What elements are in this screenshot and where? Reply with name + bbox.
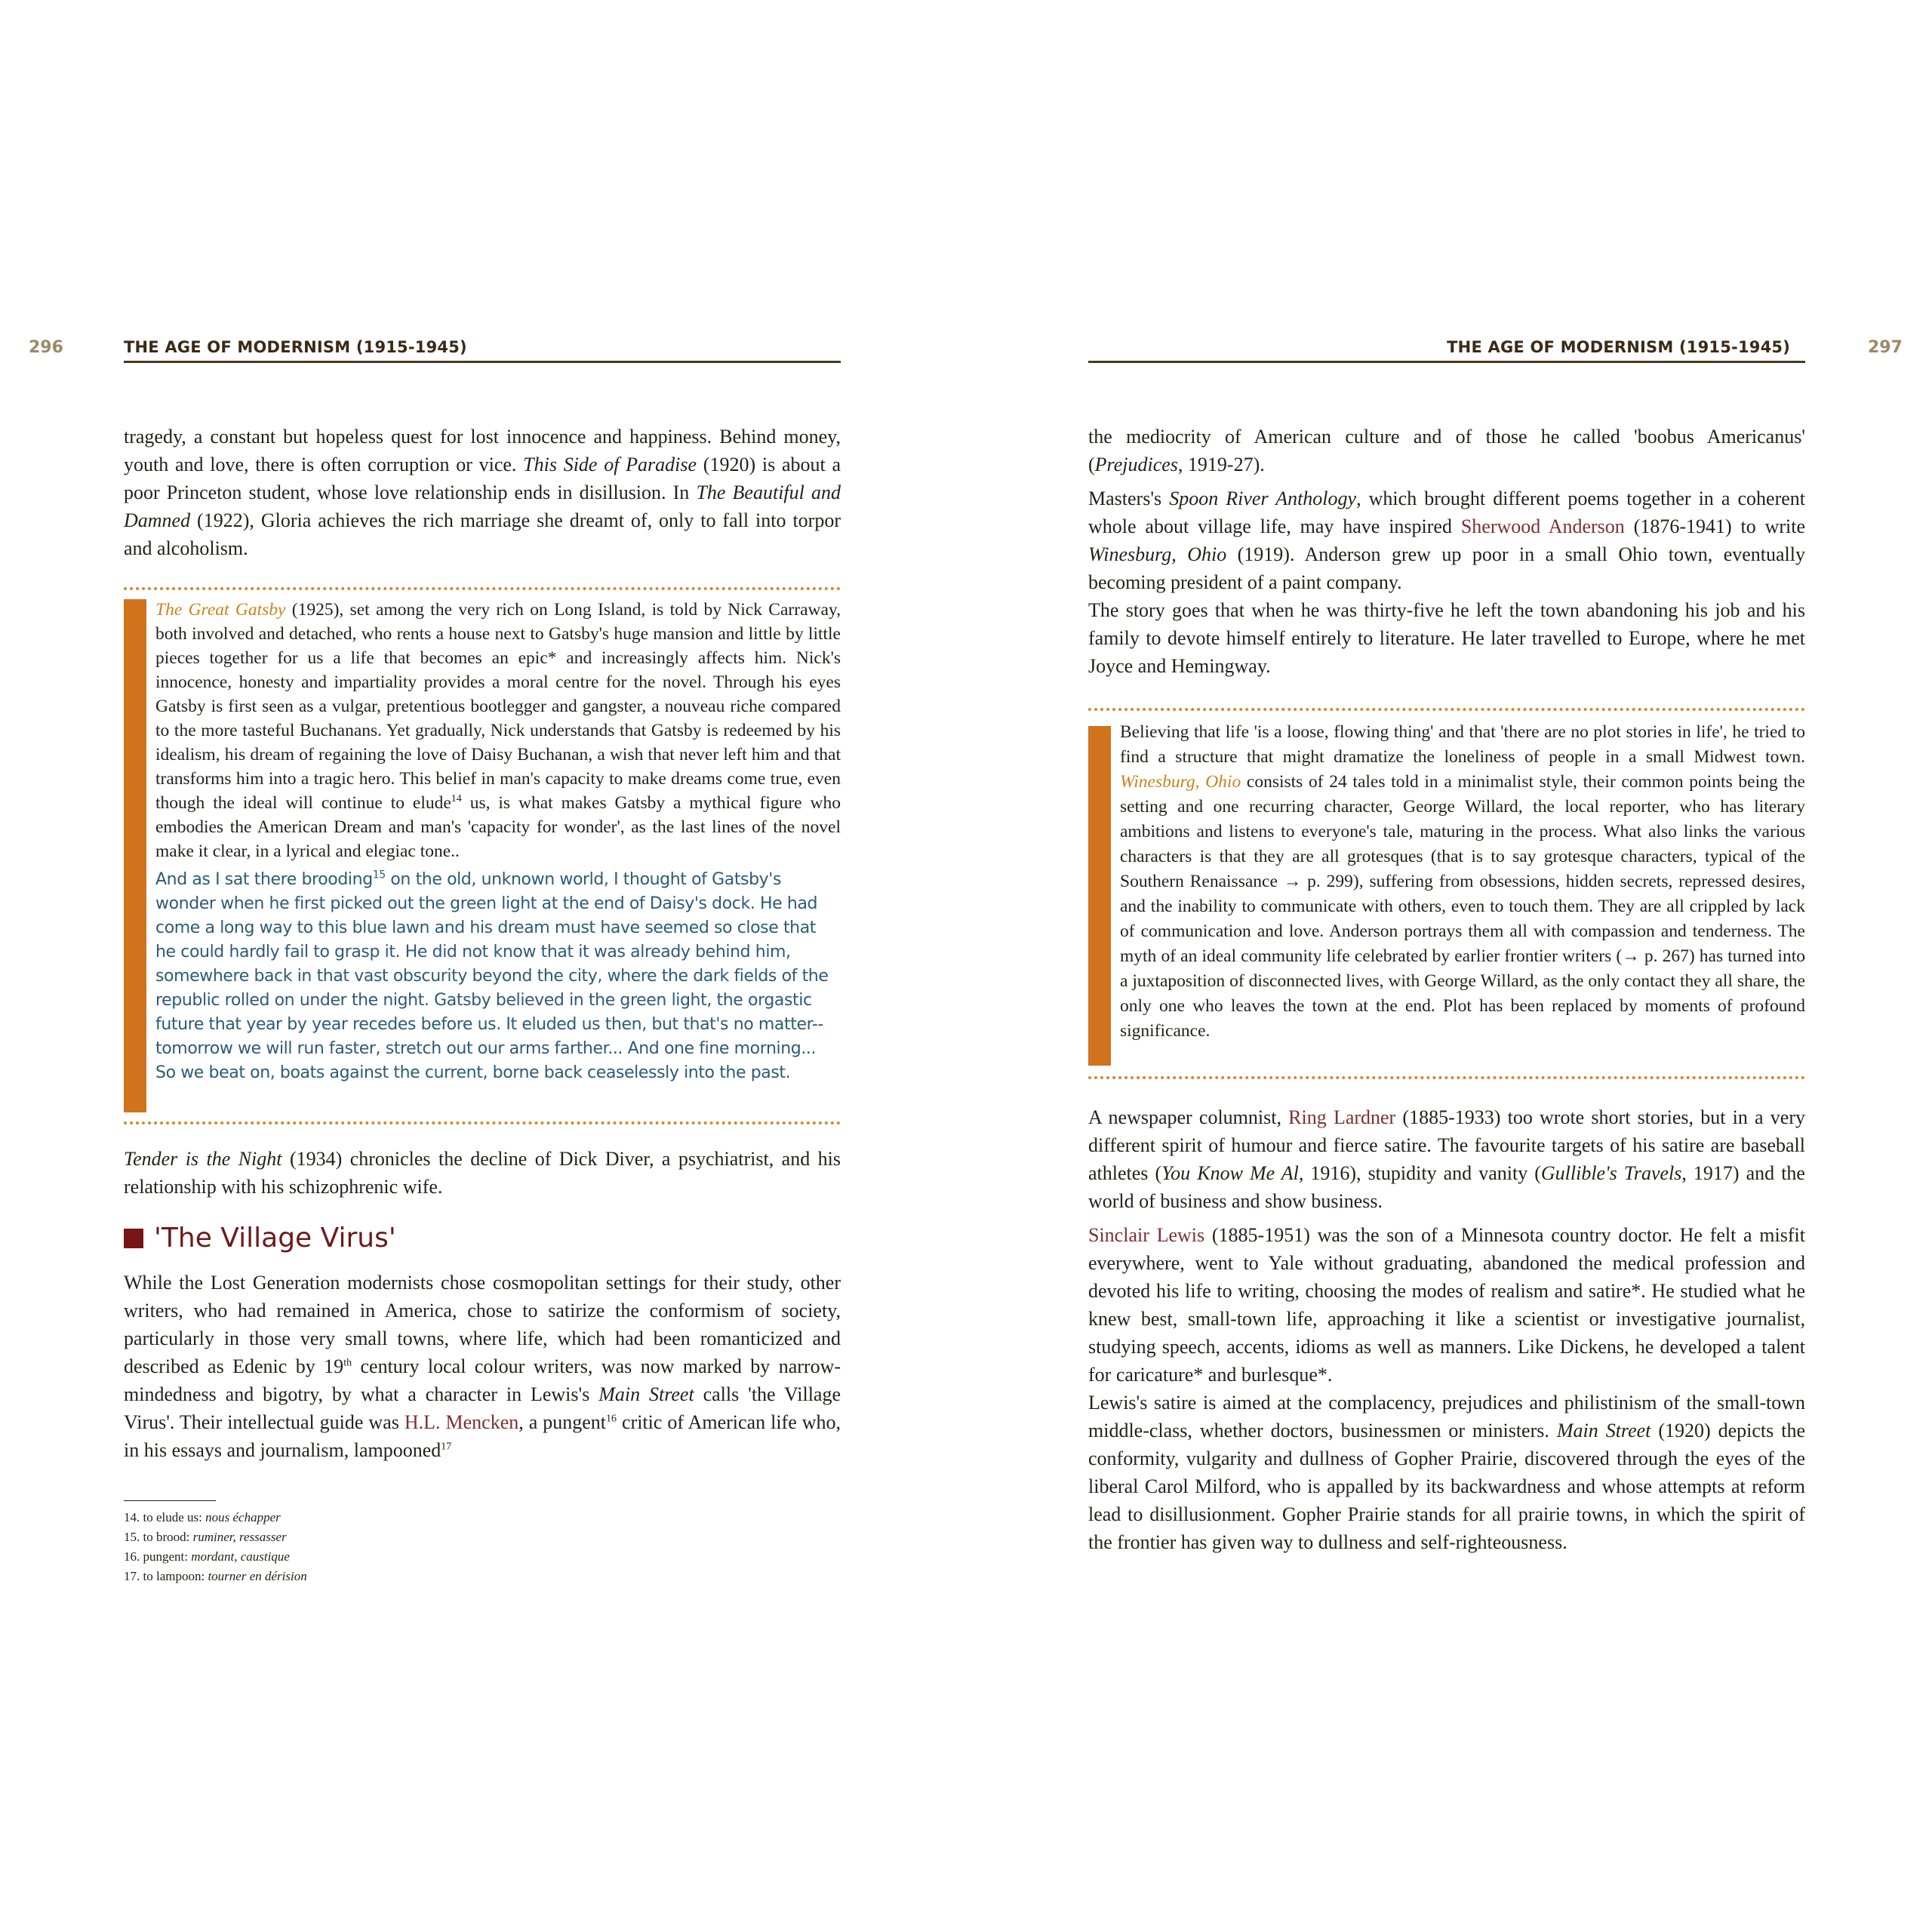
footnote-16: 16. pungent: mordant, caustique — [124, 1549, 290, 1564]
mencken-link[interactable]: H.L. Mencken — [404, 1411, 519, 1433]
footnote-17: 17. to lampoon: tourner en dérision — [124, 1569, 307, 1583]
tender-paragraph: Tender is the Night (1934) chronicles the decline of Dick Diver, a psychiatrist, and his relationship with his schizophrenic wife. — [124, 1148, 841, 1198]
lewis-link[interactable]: Sinclair Lewis — [1088, 1224, 1205, 1246]
anderson-link[interactable]: Sherwood Anderson — [1460, 515, 1625, 537]
right-top-paragraphs: the mediocrity of American culture and of those he called 'boobus Americanus' (Prejudices, 1919-27). Masters's Spoon River Anthology, which brought different poems together in a coherent whole about village life, may have inspired Sherwood Anderson (1876-1941) to write Winesburg, Ohio (1919). Anderson grew up poor in a small Ohio town, eventually becoming president of a paint company. The story goes that when he was thirty-five he left the town abandoning his job and his family to devote himself entirely to literature. He later travelled to Europe, where he met Joyce and Hemingway. — [1088, 426, 1806, 677]
footnote-rule — [124, 1500, 216, 1501]
gatsby-quote: And as I sat there brooding$^{15}$ on the old, unknown world, I thought of Gatsby's wonder when he first picked out the green light at the end of Daisy's dock. He had come a long way to this blue lawn and his dream must have seemed so close that he could hardly fail to grasp it. He did not know that it was already behind him, somewhere back in that vast obscurity beyond the city, where the dark fields of the republic rolled on under the night. Gatsby believed in the green light, the orgastic future that year by year recedes before us. It eluded us then, but that's no matter--tomorrow we will run faster, stretch out our arms farther... And one fine morning... So we beat on, boats against the current, borne back ceaselessly into the past. — [155, 869, 829, 1082]
winesburg-link[interactable]: Winesburg, Ohio — [1120, 772, 1241, 792]
page-number: 297 — [1868, 338, 1903, 357]
right-page — [966, 0, 1932, 1932]
footnote-15: 15. to brood: ruminer, ressasser — [124, 1530, 287, 1544]
right-bottom-paragraphs: A newspaper columnist, Ring Lardner (1885-1933) too wrote short stories, but in a very different spirit of humour and fierce satire. The favourite targets of his satire are baseball athletes (You Know Me Al, 1916), stupidity and vanity (Gullible's Travels, 1917) and the world of business and show business. Sinclair Lewis (1885-1951) was the son of a Minnesota country doctor. He felt a misfit everywhere, went to Yale without graduating, abandoned the medical profession and devoted his life to writing, choosing the modes of realism and satire*. He studied what he knew best, small-town life, approaching it like a scientist or investigative journalist, studying speech, accents, idioms as well as manners. Like Dickens, he developed a talent for caricature* and burlesque*. Lewis's satire is aimed at the complacency, prejudices and philistinism of the small-town middle-class, whether doctors, businessmen or ministers. Main Street (1920) depicts the conformity, vulgarity and dullness of Gopher Prairie, discovered through the eyes of the liberal Carol Milford, who is appalled by its backwardness and whose attempts at reform lead to disillusionment. Gopher Prairie stands for all prairie towns, in which the spirit of the frontier has given way to dullness and self-righteousness. — [1088, 1106, 1805, 1553]
footnotes — [124, 1508, 307, 1586]
running-head: THE AGE OF MODERNISM (1915-1945) — [1447, 338, 1790, 356]
box-accent-bar — [1088, 726, 1111, 1066]
header-rule — [1088, 361, 1805, 363]
anderson-box — [1088, 708, 1805, 1079]
section-title: 'The Village Virus' — [124, 1223, 396, 1254]
header-rule — [124, 361, 841, 363]
box-accent-bar — [124, 599, 146, 1112]
section-square-icon — [124, 1229, 143, 1248]
page-number: 296 — [29, 338, 63, 357]
running-head: THE AGE OF MODERNISM (1915-1945) — [124, 338, 467, 356]
gatsby-box-text: The Great Gatsby (1925), set among the very rich on Long Island, is told by Nick Carraway, both involved and detached, who rents a house next to Gatsby's huge mansion and little by little pieces together for us a life that becomes an epic* and increasingly affects him. Nick's innocence, honesty and impartiality provides a moral centre for the novel. Through his eyes Gatsby is first seen as a vulgar, pretentious bootlegger and gangster, a nouveau riche compared to the more tasteful Buchanans. Yet gradually, Nick understands that Gatsby is redeemed by his idealism, his dream of regaining the love of Daisy Buchanan, a wish that never left him and that transforms him into a tragic hero. This belief in man's capacity to make dreams come true, even though the ideal will continue to elude$^{14}$ us, is what makes Gatsby a mythical figure who embodies the American Dream and man's 'capacity for wonder', as the last lines of the novel make it clear, in a lyrical and elegiac tone.. And as I sat there brooding$^{15}$ on the old, unknown world, I thought of Gatsby's wonder when he first picked out the green light at the end of Daisy's dock. He had come a long way to this blue lawn and his dream must have seemed so close that he could hardly fail to grasp it. He did not know that it was already behind him, somewhere back in that vast obscurity beyond the city, where the dark fields of the republic rolled on under the night. Gatsby believed in the green light, the orgastic future that year by year recedes before us. It eluded us then, but that's no matter--tomorrow we will run faster, stretch out our arms farther... And one fine morning... So we beat on, boats against the current, borne back ceaselessly into the past. — [155, 598, 841, 1085]
anderson-box-text: Believing that life 'is a loose, flowing thing' and that 'there are no plot stories in life', he tried to find a structure that might dramatize the loneliness of people in a small Midwest town. Winesburg, Ohio consists of 24 tales told in a minimalist style, their common points being the setting and one recurring character, George Willard, the local reporter, who has literary ambitions and listens to everyone's tale, maturing in the process. What also links the various characters is that they are all grotesques (that is to say grotesque characters, typical of the Southern Renaissance → p. 299), suffering from obsessions, hidden secrets, repressed desires, and the inability to communicate with others, even to touch them. They are all crippled by lack of communication and love. Anderson portrays them all with compassion and tenderness. The myth of an ideal community life celebrated by earlier frontier writers (→ p. 267) has turned into a juxtaposition of disconnected lives, with George Willard, as the only contact they all share, the only one who leaves the town at the end. Plot has been replaced by moments of profound significance. — [1120, 722, 1805, 1041]
intro-paragraph: tragedy, a constant but hopeless quest for lost innocence and happiness. Behind money, youth and love, there is often corruption or vice. This Side of Paradise (1920) is about a poor Princeton student, whose love relationship ends in disillusion. In The Beautiful and Damned (1922), Gloria achieves the rich marriage she dreamt of, only to fall into torpor and alcoholism. — [124, 426, 841, 559]
footnote-14: 14. to elude us: nous échapper — [124, 1510, 281, 1524]
gatsby-box — [124, 587, 841, 1124]
village-paragraph: While the Lost Generation modernists chose cosmopolitan settings for their study, other writers, who had remained in America, chose to satirize the conformism of society, particularly in those very small towns, where life, which had been romanticized and described as Edenic by 19th century local colour writers, was now marked by narrow-mindedness and bigotry, by what a character in Lewis's Main Street calls 'the Village Virus'. Their intellectual guide was H.L. Mencken, a pungent$^{16}$ critic of American life who, in his essays and journalism, lampooned$^{17}$ — [124, 1272, 841, 1461]
gatsby-title-link[interactable]: The Great Gatsby — [155, 600, 286, 620]
lardner-link[interactable]: Ring Lardner — [1288, 1106, 1396, 1128]
